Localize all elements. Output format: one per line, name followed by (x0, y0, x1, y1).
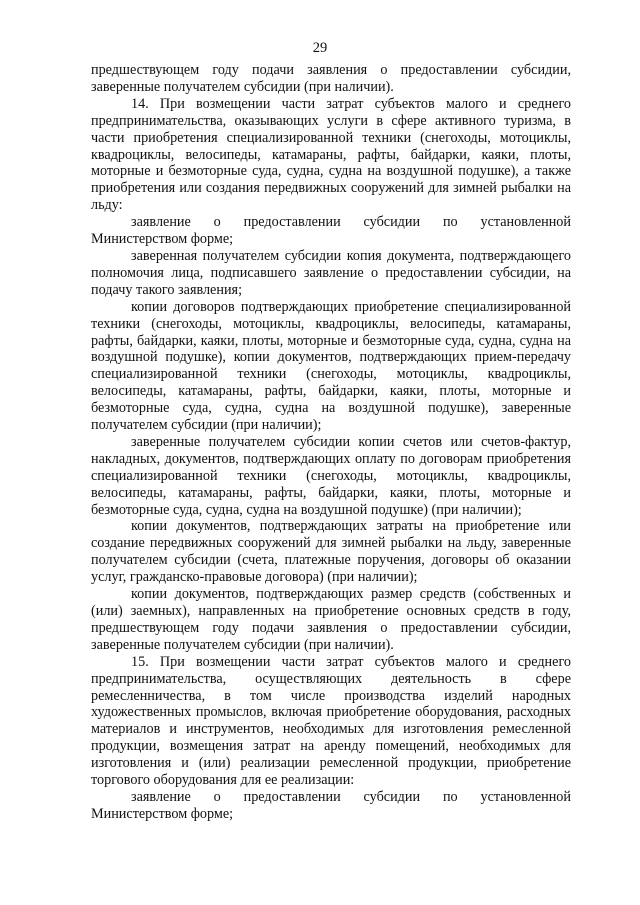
paragraph: заверенная получателем субсидии копия документа, подтверждающего полномочия лица, подписавшего заявление о предоставлении субсидии, на подачу такого заявления; (91, 247, 571, 298)
page-number: 29 (312, 40, 328, 56)
paragraph: заверенные получателем субсидии копии счетов или счетов-фактур, накладных, документов, подтверждающих оплату по договорам приобретения специализированной техники (снегоходы, мотоциклы, квадроциклы, велосипеды, катамараны, рафты, байдарки, каяки, плоты, моторные и безмоторные суда, судна, судна на воздушной подушке) (при наличии); (91, 433, 571, 518)
paragraph: копии документов, подтверждающих затраты на приобретение или создание передвижных сооружений для зимней рыбалки на льду, заверенные получателем субсидии (счета, платежные поручения, договоры об оказании услуг, гражданско-правовые договора) (при наличии); (91, 518, 571, 586)
paragraph: 15. При возмещении части затрат субъектов малого и среднего предпринимательства, осуществляющих деятельность в сфере ремесленничества, в том числе производства изделий народных художественных промыслов, включая приобретение оборудования, расходных материалов и инструментов, необходимых для изготовления ремесленной продукции, возмещения затрат на аренду помещений, необходимых для изготовления и (или) реализации ремесленной продукции, приобретение торгового оборудования для ее реализации: (91, 653, 571, 789)
paragraph: заявление о предоставлении субсидии по установленной Министерством форме; (91, 214, 571, 248)
paragraph: предшествующем году подачи заявления о предоставлении субсидии, заверенные получателем субсидии (при наличии). (91, 62, 571, 95)
paragraph: 14. При возмещении части затрат субъектов малого и среднего предпринимательства, оказывающих услуги в сфере активного туризма, в части приобретения специализированной техники (снегоходы, мотоциклы, квадроциклы, велосипеды, катамараны, рафты, байдарки, каяки, плоты, моторные и безмоторные суда, судна, судна на воздушной подушке), а также приобретения или создания передвижных сооружений для зимней рыбалки на льду: (91, 95, 571, 214)
paragraph: копии документов, подтверждающих размер средств (собственных и (или) заемных), направленных на приобретение основных средств в году, предшествующем году подачи заявления о предоставлении субсидии, заверенные получателем субсидии (при наличии). (91, 586, 571, 653)
document-body (91, 62, 571, 823)
paragraph: копии договоров подтверждающих приобретение специализированной техники (снегоходы, мотоциклы, квадроциклы, велосипеды, катамараны, рафты, байдарки, каяки, плоты, моторные и безмоторные суда, судна, судна на воздушной подушке), копии документов, подтверждающих прием-передачу специализированной техники (снегоходы, мотоциклы, квадроциклы, велосипеды, катамараны, рафты, байдарки, каяки, плоты, моторные и безмоторные суда, судна, судна на воздушной подушке), заверенные получателем субсидии (при наличии); (91, 298, 571, 434)
paragraph: заявление о предоставлении субсидии по установленной Министерством форме; (91, 788, 571, 822)
